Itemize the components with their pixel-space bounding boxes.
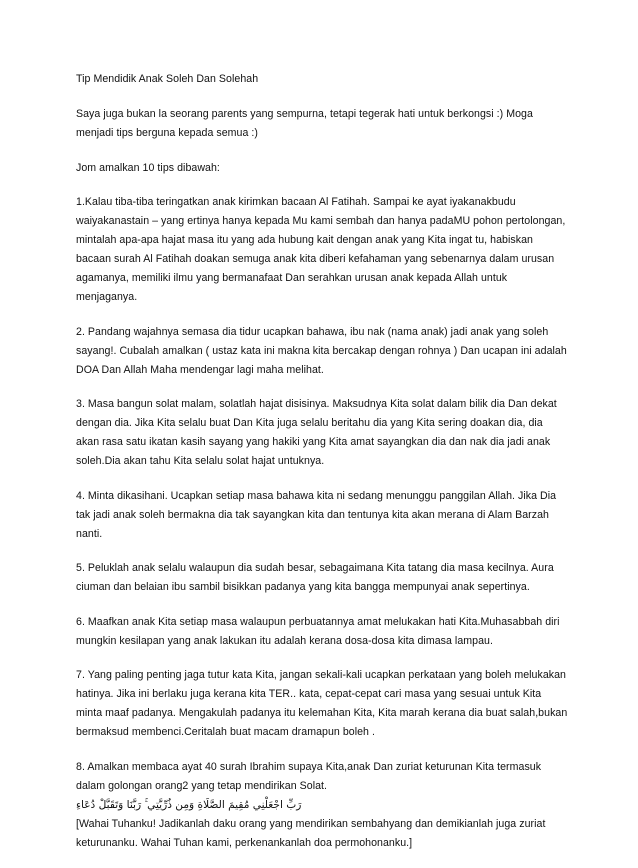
tip-6: 6. Maafkan anak Kita setiap masa walaupun perbuatannya amat melukakan hati Kita.Muhasabbah diri mungkin kesilapan yang anak lakukan itu adalah kerana dosa-dosa kita dimasa lampau. <box>76 615 560 647</box>
tip-8-text: 8. Amalkan membaca ayat 40 surah Ibrahim supaya Kita,anak Dan zuriat keturunan Kita termasuk dalam golongan orang2 yang tetap mendirikan Solat. <box>76 760 542 792</box>
document-title: Tip Mendidik Anak Soleh Dan Solehah <box>76 73 259 85</box>
lead-paragraph: Jom amalkan 10 tips dibawah: <box>76 161 220 174</box>
tip-2: 2. Pandang wajahnya semasa dia tidur ucapkan bahawa, ibu nak (nama anak) jadi anak yang soleh sayang!. Cubalah amalkan ( ustaz kata ini makna kita bercakap dengan rohnya ) Dan ucapan ini adalah DOA Dan Allah Maha mendengar lagi maha melihat. <box>76 325 567 376</box>
tip-3: 3. Masa bangun solat malam, solatlah hajat disisinya. Maksudnya Kita solat dalam bilik dia Dan dekat dengan dia. Jika Kita selalu buat Dan Kita juga selalu beritahu dia yang Kita sering doakan dia, dia akan rasa satu ikatan kasih sayang yang hakiki yang Kita amat sayangkan dia dan nak dia jadi anak soleh.Dia akan tahu Kita selalu solat hajat untuknya. <box>76 398 557 467</box>
document-body <box>76 70 568 868</box>
tip-8 <box>76 758 568 853</box>
tip-4: 4. Minta dikasihani. Ucapkan setiap masa bahawa kita ni sedang menunggu panggilan Allah. Jika Dia tak jadi anak soleh bermakna dia tak sayangkan kita dan tentunya kita akan merana di Alam Barzah nanti. <box>76 489 557 540</box>
tip-5: 5. Peluklah anak selalu walaupun dia sudah besar, sebagaimana Kita tatang dia masa kecilnya. Aura ciuman dan belaian ibu sambil bisikkan padanya yang kita bangga mempunyai anak sepertinya. <box>76 562 554 593</box>
tip-1: 1.Kalau tiba-tiba teringatkan anak kirimkan bacaan Al Fatihah. Sampai ke ayat iyakanakbudu waiyakanastain – yang ertinya hanya kepada Mu kami sembah dan hanya padaMU pohon pertolongan, mintalah apa-apa hajat masa itu yang ada hubung kait dengan anak yang Kita ingat tu, habiskan bacaan surah Al Fatihah doakan semuga anak kita diberi kefahaman yang sebenarnya dalam urusan agamanya, memiliki ilmu yang bermanafaat Dan serahkan urusan anak kepada Allah untuk menjaganya. <box>76 196 566 303</box>
tip-8-translation: [Wahai Tuhanku! Jadikanlah daku orang yang mendirikan sembahyang dan demikianlah juga zuriat keturunanku. Wahai Tuhan kami, perkenankanlah doa permohonanku.] <box>76 817 546 849</box>
tip-7: 7. Yang paling penting jaga tutur kata Kita, jangan sekali-kali ucapkan perkataan yang boleh melukakan hatinya. Jika ini berlaku juga kerana kita TER.. kata, cepat-cepat cari masa yang sesuai untuk Kita minta maaf padanya. Mengakulah padanya itu kelemahan Kita, Kita marah kerana dia buat salah,bukan bermaksud membenci.Ceritalah buat macam dramapun boleh . <box>76 669 568 738</box>
intro-paragraph: Saya juga bukan la seorang parents yang sempurna, tetapi tegerak hati untuk berkongsi :) Moga menjadi tips berguna kepada semua :) <box>76 108 533 139</box>
tip-8-arabic-verse: رَبِّ اجْعَلْنِي مُقِيمَ الصَّلَاةِ وَمِن ذُرِّيَّتِي ۚ رَبَّنَا وَتَقَبَّلْ دُعَاءِ <box>76 798 302 811</box>
